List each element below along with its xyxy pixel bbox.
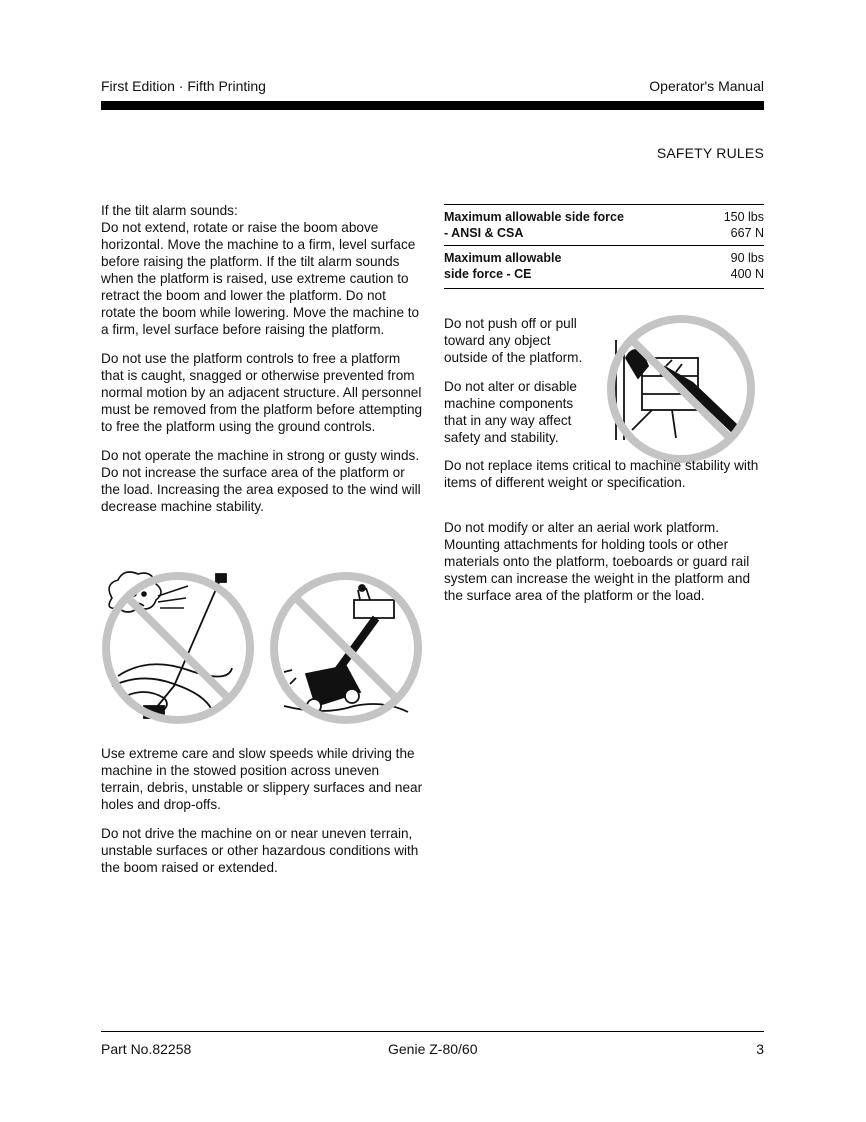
no-wind-illustration: [98, 566, 258, 728]
side-force-table: [444, 204, 764, 289]
alter-components-paragraph: Do not alter or disable machine components that in any way affect safety and stability.: [444, 379, 577, 445]
footer-rule: [101, 1031, 764, 1032]
footer-page-number: 3: [756, 1041, 764, 1057]
no-drive-raised-paragraph: Do not drive the machine on or near uneven terrain, unstable surfaces or other hazardous conditions with the boom raised or extended.: [101, 826, 419, 875]
no-push-pull-illustration: [602, 310, 758, 468]
push-pull-paragraph: Do not push off or pull toward any object outside of the platform.: [444, 316, 583, 365]
prohibition-slash: [127, 597, 229, 699]
table-cell-value: 667 N: [730, 225, 764, 240]
header-rule: [101, 101, 764, 110]
tilt-alarm-body: Do not extend, rotate or raise the boom above horizontal. Move the machine to a firm, level surface before raising the platform. If the tilt alarm sounds when the platform is raised, use extreme caution to retract the boom and lower the platform. Do not rotate the boom while lowering. Move the machine to a firm, level surface before raising the platform.: [101, 220, 420, 337]
tilt-alarm-paragraph: [101, 202, 423, 338]
tilt-alarm-intro: If the tilt alarm sounds:: [101, 203, 238, 218]
footer-part-number: Part No.82258: [101, 1041, 192, 1057]
left-column-bottom: [101, 745, 423, 888]
wind-paragraph: Do not operate the machine in strong or gusty winds. Do not increase the surface area of the platform or the load. Increasing the area exposed to the wind will decrease machine stability.: [101, 448, 421, 514]
modify-platform-paragraph: Do not modify or alter an aerial work platform. Mounting attachments for holding tools or other materials onto the platform, toeboards or guard rail system can increase the weight in the platform and the surface area of the platform or the load.: [444, 520, 751, 603]
left-column-top: [101, 202, 423, 527]
section-title: SAFETY RULES: [656, 145, 764, 161]
driving-caution-paragraph: Use extreme care and slow speeds while driving the machine in the stowed position across uneven terrain, debris, unstable or slippery surfaces and near holes and drop-offs.: [101, 746, 423, 812]
platform-controls-paragraph: Do not use the platform controls to free a platform that is caught, snagged or otherwise prevented from normal motion by an adjacent structure. All personnel must be removed from the platform before attempting to free the platform using the ground controls.: [101, 351, 423, 434]
table-cell-label: Maximum allowable: [444, 246, 705, 267]
table-row: [444, 246, 764, 267]
table-cell-value: 150 lbs: [705, 205, 764, 226]
table-cell-value: 400 N: [705, 267, 764, 289]
header-manual-title: Operator's Manual: [649, 78, 764, 94]
table-cell-label: side force - CE: [444, 267, 705, 289]
footer-model: Genie Z-80/60: [388, 1041, 478, 1057]
prohibition-slash: [631, 339, 731, 439]
table-cell-value: 90 lbs: [705, 246, 764, 267]
table-row: [444, 205, 764, 226]
table-cell-label: Maximum allowable side force: [444, 205, 705, 226]
table-cell-label: - ANSI & CSA: [444, 225, 524, 240]
table-row: [444, 267, 764, 289]
no-uneven-terrain-illustration: [266, 566, 426, 728]
header-edition: First Edition · Fifth Printing: [101, 78, 266, 94]
replace-items-paragraph: Do not replace items critical to machine stability with items of different weight or specification.: [444, 458, 759, 490]
table-row: [444, 226, 764, 246]
